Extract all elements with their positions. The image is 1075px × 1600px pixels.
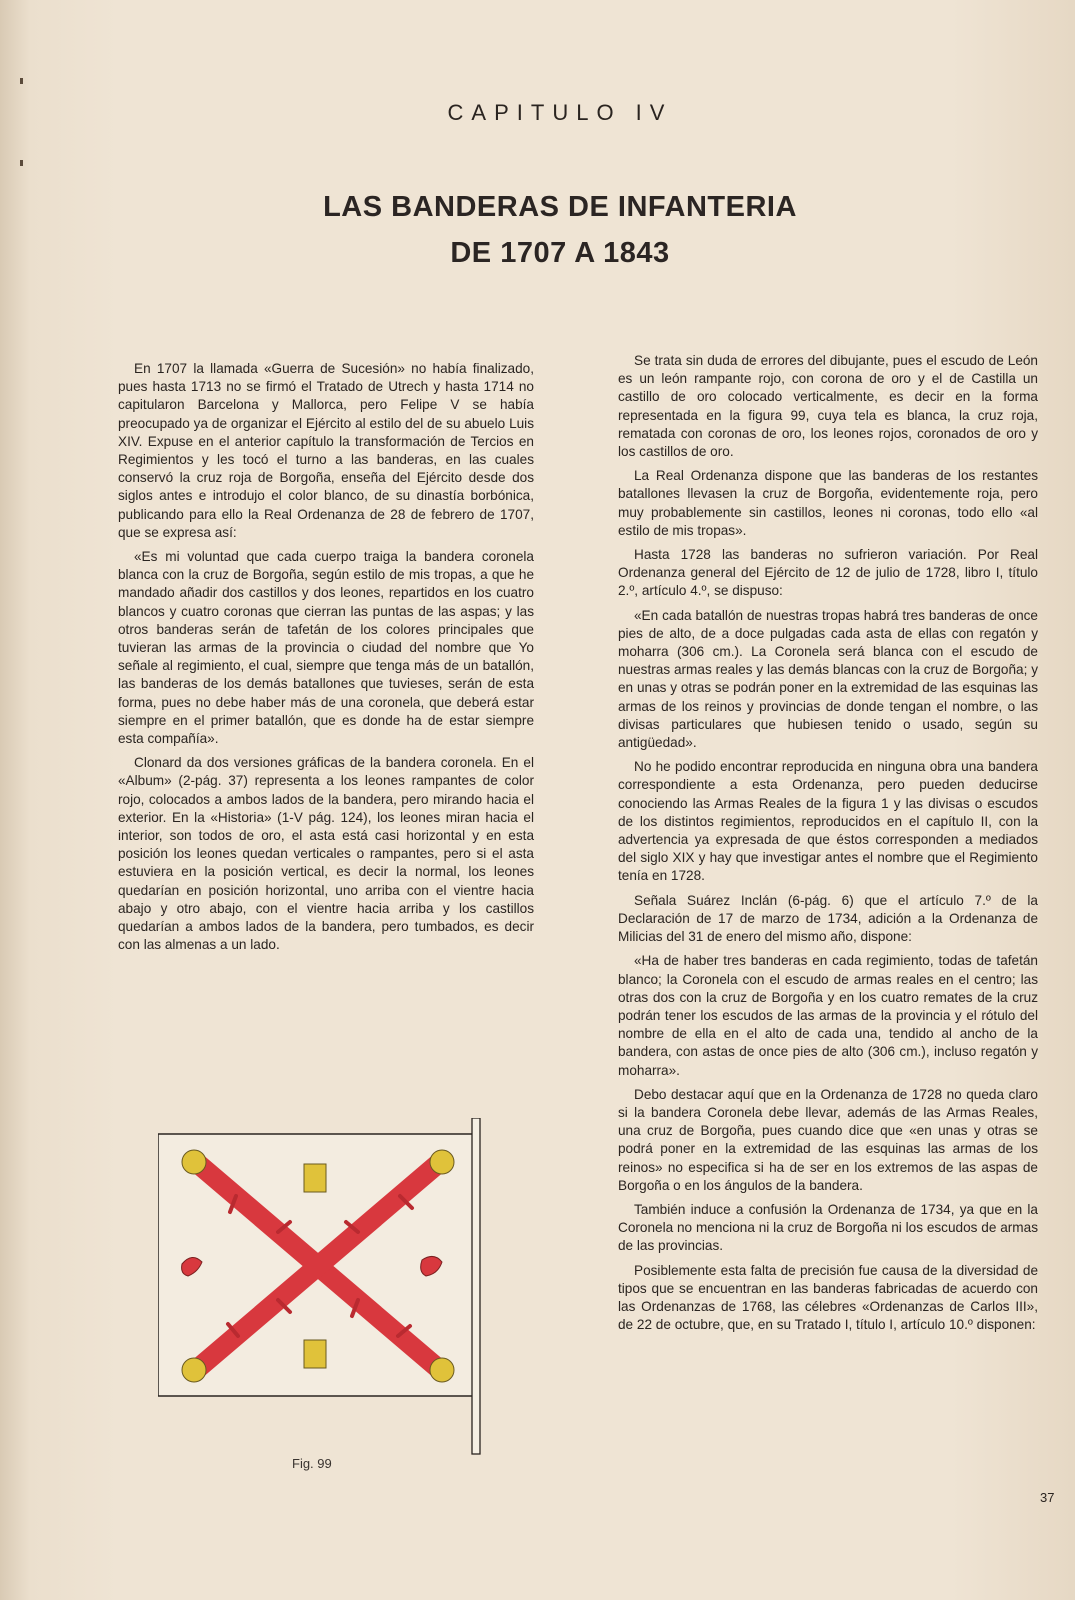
crown-icon [182, 1358, 206, 1382]
paragraph: Posiblemente esta falta de precisión fue causa de la diversidad de tipos que se encuentran en las banderas fabricadas de acuerdo con las Ordenanzas de 1768, las célebres «Ordenanzas de Carlos III», de 22 de octubre, que, en su Tratado I, título I, artículo 10.º disponen: [618, 1262, 1038, 1333]
margin-mark [20, 78, 23, 84]
title-line-2: DE 1707 A 1843 [450, 237, 670, 269]
flag-pole [472, 1118, 480, 1454]
left-column [118, 360, 534, 961]
quote-paragraph: «Es mi voluntad que cada cuerpo traiga la bandera coronela blanca con la cruz de Borgoña, según estilo de mis tropas, a que he mandado añadir dos castillos y dos leones, repartidos en los cuatro blancos y cuatro coronas que cierran las puntas de las aspas; y las otros banderas serán de tafetán de los colores principales que tuvieran las armas de la provincia o ciudad del nombre que Yo señale al regimiento, el cual, siempre que tenga más de un batallón, las banderas de los demás batallones que tuvieses, serán de esta forma, pues no debe haber más de una coronela, que deberá estar siempre en el primer batallón, que es donde ha de estar siempre esta compañía». [118, 549, 534, 747]
quote-paragraph: «Ha de haber tres banderas en cada regimiento, todas de tafetán blanco; la Coronela con el escudo de armas reales en el centro; las otras dos con la cruz de Borgoña y en los cuatro remates de la cruz podrán tener los escudos de las armas de la provincia y el rótulo del nombre de ella en el alto de cada una, tendido al ancho de la bandera, con astas de once pies de alto (306 cm.), incluso regatón y moharra». [618, 953, 1038, 1078]
paragraph: Hasta 1728 las banderas no sufrieron variación. Por Real Ordenanza general del Ejército de 12 de julio de 1728, libro I, título 2.º, artículo 4.º, se dispuso: [618, 547, 1038, 599]
quote-paragraph: «En cada batallón de nuestras tropas habrá tres banderas de once pies de alto, de a doce pulgadas cada asta de ellas con regatón y moharra (306 cm.). La Coronela será blanca con el escudo de nuestras armas reales y las demás blancas con la cruz de Borgoña; y en unas y otras se podrán poner en la extremidad de las esquinas las armas de los reinos y provincias de donde tengan el nombre, o las divisas particulares que hubiesen tenido o usado, según su antigüedad». [618, 607, 1038, 751]
castle-icon [304, 1164, 326, 1192]
page-title [0, 184, 1075, 276]
crown-icon [182, 1150, 206, 1174]
chapter-heading: CAPITULO IV [447, 100, 673, 125]
castle-icon [304, 1340, 326, 1368]
paragraph: Clonard da dos versiones gráficas de la bandera coronela. En el «Album» (2-pág. 37) representa a los leones rampantes de color rojo, colocados a ambos lados de la bandera, pero mirando hacia el exterior. En la «Historia» (1-V pág. 124), los leones miran hacia el interior, son todos de oro, el asta está casi horizontal y en esta posición los leones quedan verticales o rampantes, pero si el asta estuviera en la posición vertical, es decir la normal, los leones quedarían en posición horizontal, uno arriba con el vientre hacia abajo y otro abajo, con el vientre hacia arriba y los castillos quedarían a ambos lados de la bandera, pero tumbados, es decir con las almenas a un lado. [118, 755, 534, 953]
right-column [618, 352, 1038, 1340]
flag-illustration [158, 1118, 503, 1478]
paragraph: En 1707 la llamada «Guerra de Sucesión» no había finalizado, pues hasta 1713 no se firmó el Tratado de Utrech y hasta 1714 no capitularon Barcelona y Mallorca, pero Felipe V se había preocupado ya de organizar el Ejército al estilo del de su abuelo Luis XIV. Expuse en el anterior capítulo la transformación de Tercios en Regimientos y les tocó el turno a las banderas, en las cuales conservó la cruz roja de Borgoña, enseña del Ejército desde dos siglos antes e introdujo el color blanco, de su dinastía borbónica, publicando para ello la Real Ordenanza de 28 de febrero de 1707, que se expresa así: [118, 361, 534, 540]
crown-icon [430, 1150, 454, 1174]
paragraph: Señala Suárez Inclán (6-pág. 6) que el artículo 7.º de la Declaración de 17 de marzo de 1734, adición a la Ordenanza de Milicias del 31 de enero del mismo año, dispone: [618, 892, 1038, 945]
paragraph: La Real Ordenanza dispone que las banderas de los restantes batallones llevasen la cruz de Borgoña, evidentemente roja, pero muy probablemente sin castillos, leones ni coronas, todo ello «al estilo de mis tropas». [618, 468, 1038, 538]
margin-mark [20, 160, 23, 166]
crown-icon [430, 1358, 454, 1382]
paragraph: Debo destacar aquí que en la Ordenanza de 1728 no queda claro si la bandera Coronela debe llevar, además de las Armas Reales, una cruz de Borgoña, pues cuando dice que «en unas y otras se podrá poner en la extremidad de las esquinas las armas de los reinos» no especifica si ha de ser en los extremos de las aspas de Borgoña o en los ángulos de la bandera. [618, 1086, 1038, 1193]
paragraph: Se trata sin duda de errores del dibujante, pues el escudo de León es un león rampante rojo, con corona de oro y el de Castilla un castillo de oro colocado verticalmente, es decir en la forma representada en la figura 99, cuya tela es blanca, la cruz roja, rematada con coronas de oro, los leones rojos, coronados de oro y los castillos de oro. [618, 353, 1038, 460]
title-line-1: LAS BANDERAS DE INFANTERIA [323, 191, 797, 223]
figure-caption: Fig. 99 [292, 1456, 332, 1471]
paragraph: También induce a confusión la Ordenanza de 1734, ya que en la Coronela no menciona ni la cruz de Borgoña ni los escudos de armas de las provincias. [618, 1201, 1038, 1254]
paragraph: No he podido encontrar reproducida en ninguna obra una bandera correspondiente a esta Ordenanza, pero pueden deducirse conociendo las Armas Reales de la figura 1 y las divisas o escudos de los distintos regimientos, reproducidos en el capítulo II, con la advertencia ya expresada de que éstos corresponden a mediados del siglo XIX y hay que investigar antes el nombre que el Regimiento tenía en 1728. [618, 759, 1038, 884]
page-number: 37 [1040, 1490, 1055, 1505]
